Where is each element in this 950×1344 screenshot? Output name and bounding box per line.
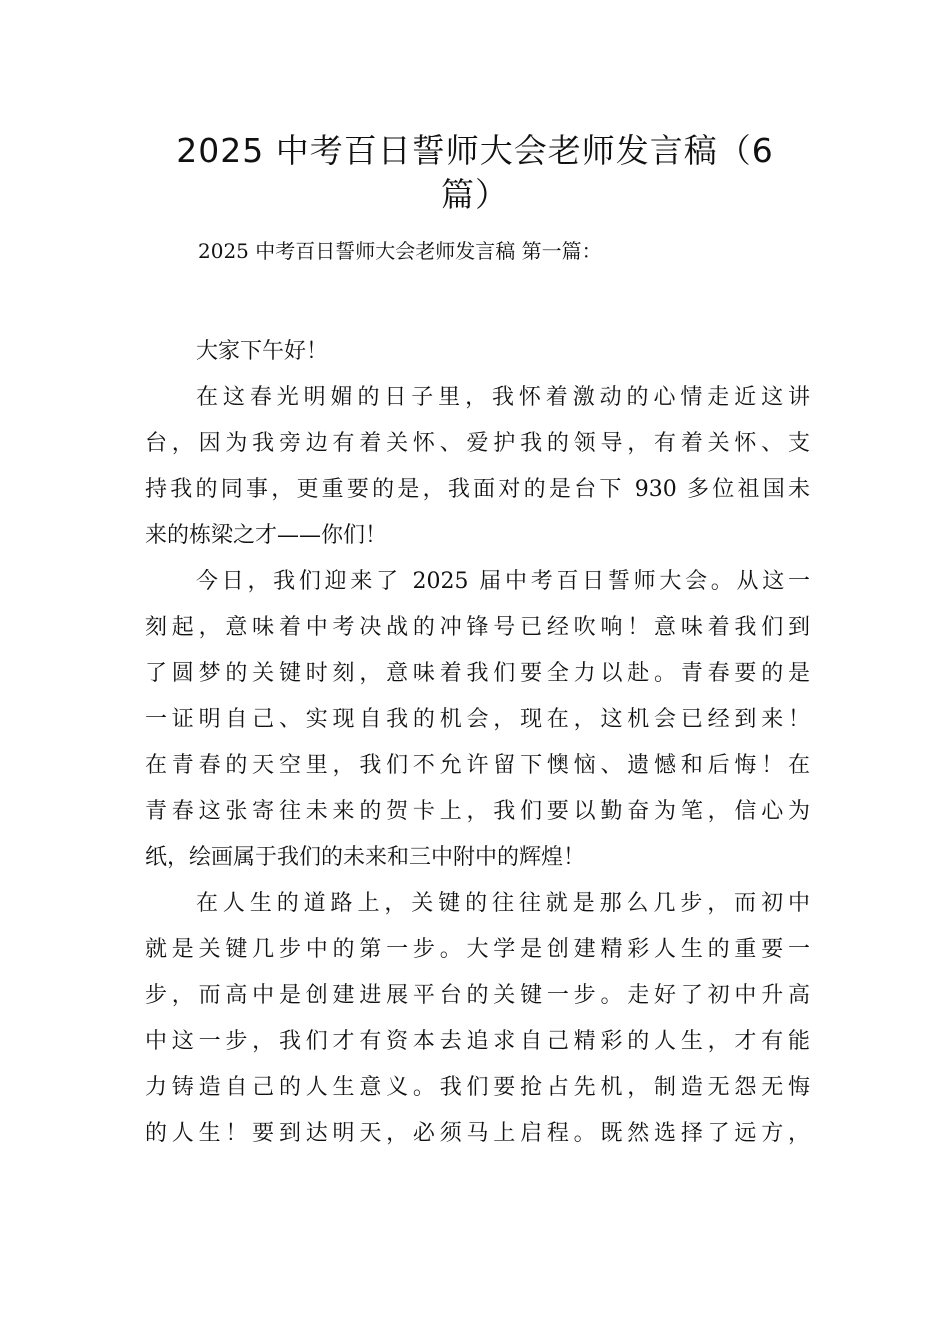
document-title-line-1: 2025 中考百日誓师大会老师发言稿（6 bbox=[176, 131, 774, 170]
paragraph-line: 在人生的道路上，关键的往往就是那么几步，而初中 bbox=[196, 891, 810, 916]
paragraph-line: 今日，我们迎来了 2025 届中考百日誓师大会。从这一 bbox=[196, 569, 810, 594]
paragraph-line: 纸，绘画属于我们的未来和三中附中的辉煌！ bbox=[145, 845, 586, 870]
paragraph-line: 力铸造自己的人生意义。我们要抢占先机，制造无怨无悔 bbox=[145, 1075, 810, 1100]
greeting-line: 大家下午好！ bbox=[196, 339, 329, 364]
paragraph-line: 了圆梦的关键时刻，意味着我们要全力以赴。青春要的是 bbox=[145, 661, 810, 686]
paragraph-line: 持我的同事，更重要的是，我面对的是台下 930 多位祖国未 bbox=[145, 477, 810, 502]
paragraph-line: 在这春光明媚的日子里，我怀着激动的心情走近这讲 bbox=[196, 385, 810, 410]
paragraph-line: 青春这张寄往未来的贺卡上，我们要以勤奋为笔，信心为 bbox=[145, 799, 810, 824]
paragraph-line: 的人生！要到达明天，必须马上启程。既然选择了远方， bbox=[145, 1121, 810, 1146]
paragraph-line: 一证明自己、实现自我的机会，现在，这机会已经到来！ bbox=[145, 707, 810, 732]
paragraph-line: 台，因为我旁边有着关怀、爱护我的领导，有着关怀、支 bbox=[145, 431, 810, 456]
paragraph-line: 在青春的天空里，我们不允许留下懊恼、遗憾和后悔！在 bbox=[145, 753, 810, 778]
paragraph-line: 来的栋梁之才——你们！ bbox=[145, 523, 388, 548]
paragraph-line: 就是关键几步中的第一步。大学是创建精彩人生的重要一 bbox=[145, 937, 810, 962]
paragraph-line: 中这一步，我们才有资本去追求自己精彩的人生，才有能 bbox=[145, 1029, 810, 1054]
paragraph-line: 步，而高中是创建进展平台的关键一步。走好了初中升高 bbox=[145, 983, 810, 1008]
paragraph-line: 刻起，意味着中考决战的冲锋号已经吹响！意味着我们到 bbox=[145, 615, 810, 640]
section-heading: 2025 中考百日誓师大会老师发言稿 第一篇： bbox=[198, 239, 602, 263]
document-title-line-2: 篇） bbox=[441, 175, 509, 214]
